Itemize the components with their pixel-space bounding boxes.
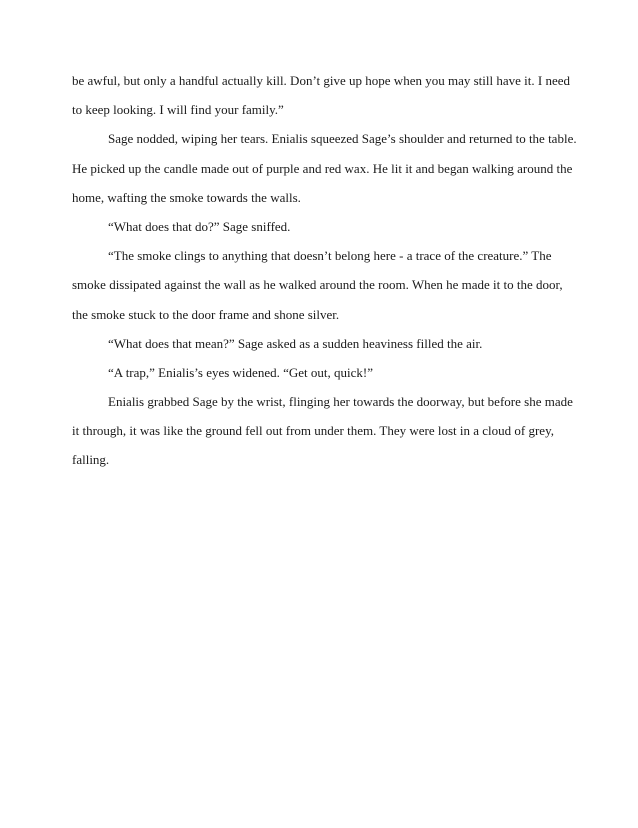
text-line: falling. (72, 452, 110, 468)
text-line: “What does that mean?” Sage asked as a sudden heaviness filled the air. (108, 335, 483, 351)
text-line: be awful, but only a handful actually kill. Don’t give up hope when you may still have it. I need (72, 73, 570, 88)
text-line: to keep looking. I will find your family.” (72, 102, 284, 118)
text-line: Sage nodded, wiping her tears. Enialis squeezed Sage’s shoulder and returned to the table. (108, 131, 577, 147)
text-line: Enialis grabbed Sage by the wrist, flinging her towards the doorway, but before she made (108, 394, 573, 410)
text-line: “What does that do?” Sage sniffed. (108, 218, 291, 234)
text-line: it through, it was like the ground fell out from under them. They were lost in a cloud of grey, (72, 423, 554, 439)
body-text (72, 66, 576, 475)
text-line: He picked up the candle made out of purple and red wax. He lit it and began walking around the (72, 160, 573, 176)
text-line: “A trap,” Enialis’s eyes widened. “Get out, quick!” (108, 364, 373, 380)
text-line: the smoke stuck to the door frame and shone silver. (72, 306, 340, 322)
text-line: “The smoke clings to anything that doesn’t belong here - a trace of the creature.” The (108, 248, 552, 264)
text-line: smoke dissipated against the wall as he walked around the room. When he made it to the door, (72, 277, 563, 293)
text-line: home, wafting the smoke towards the walls. (72, 189, 301, 205)
